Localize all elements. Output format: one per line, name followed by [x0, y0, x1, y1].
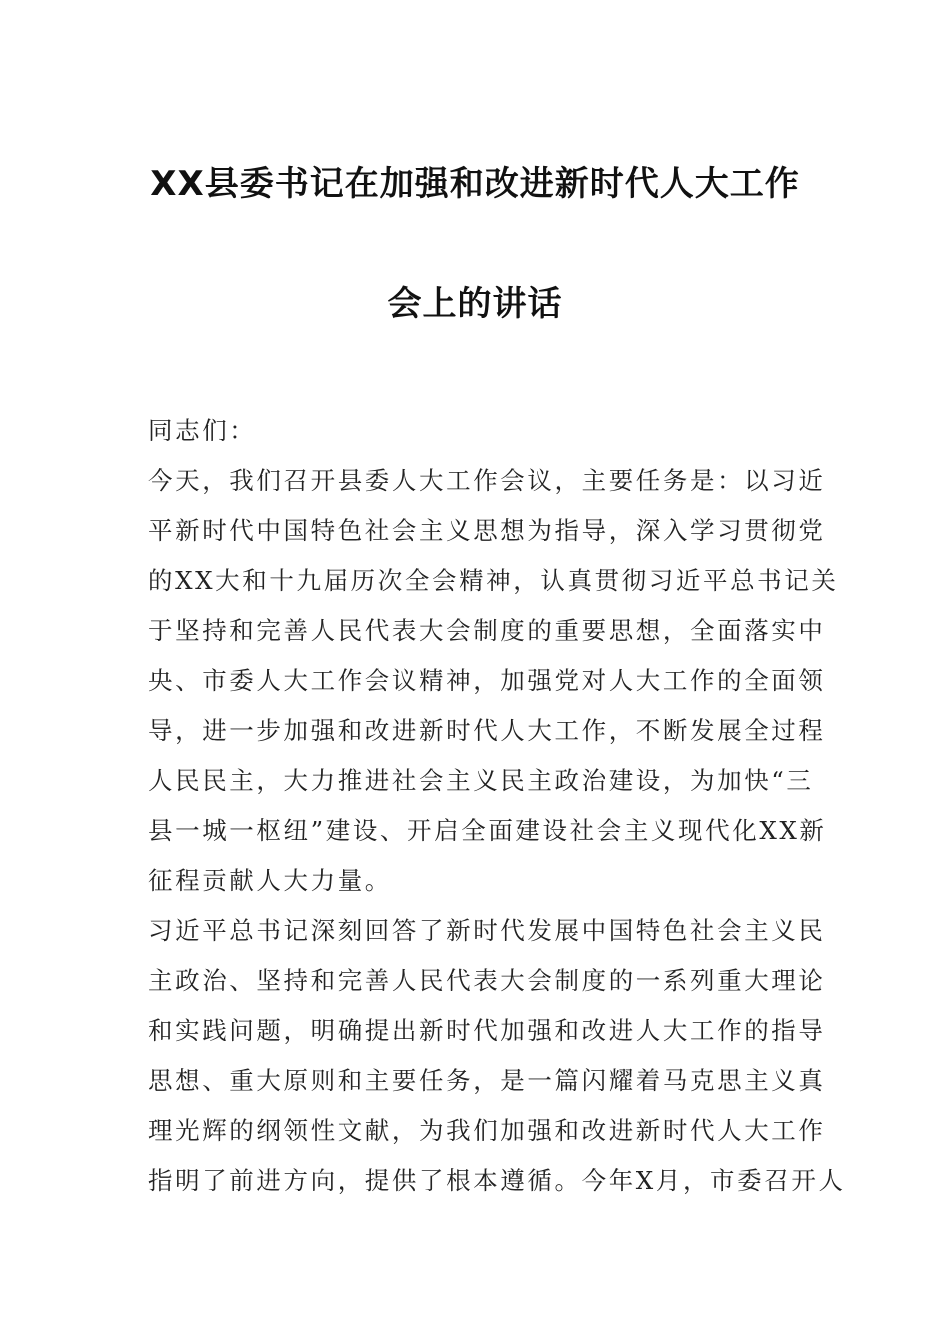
document-title-line-1: XX县委书记在加强和改进新时代人大工作: [150, 164, 800, 204]
paragraph-2-line: 习近平总书记深刻回答了新时代发展中国特色社会主义民: [148, 916, 826, 945]
paragraph-1-line: 平新时代中国特色社会主义思想为指导，深入学习贯彻党: [148, 516, 826, 545]
paragraph-1-line: 导，进一步加强和改进新时代人大工作，不断发展全过程: [148, 716, 826, 745]
paragraph-1-line: 县一城一枢纽”建设、开启全面建设社会主义现代化XX新: [148, 816, 827, 845]
paragraph-2-line: 和实践问题，明确提出新时代加强和改进人大工作的指导: [148, 1016, 826, 1045]
paragraph-1-line: 人民民主，大力推进社会主义民主政治建设，为加快“三: [148, 766, 814, 795]
greeting-line: 同志们：: [148, 416, 257, 445]
paragraph-1-line: 今天，我们召开县委人大工作会议，主要任务是：以习近: [148, 466, 826, 495]
document-title-line-2: 会上的讲话: [387, 284, 563, 324]
paragraph-2-line: 理光辉的纲领性文献，为我们加强和改进新时代人大工作: [148, 1116, 826, 1145]
paragraph-1-line: 征程贡献人大力量。: [148, 866, 392, 895]
paragraph-1-line: 的XX大和十九届历次全会精神，认真贯彻习近平总书记关: [148, 566, 839, 595]
paragraph-2-line: 主政治、坚持和完善人民代表大会制度的一系列重大理论: [148, 966, 826, 995]
paragraph-1-line: 央、市委人大工作会议精神，加强党对人大工作的全面领: [148, 666, 826, 695]
paragraph-2-line: 指明了前进方向，提供了根本遵循。今年X月，市委召开人: [148, 1166, 846, 1195]
paragraph-1-line: 于坚持和完善人民代表大会制度的重要思想，全面落实中: [148, 616, 826, 645]
paragraph-2-line: 思想、重大原则和主要任务，是一篇闪耀着马克思主义真: [148, 1066, 826, 1095]
